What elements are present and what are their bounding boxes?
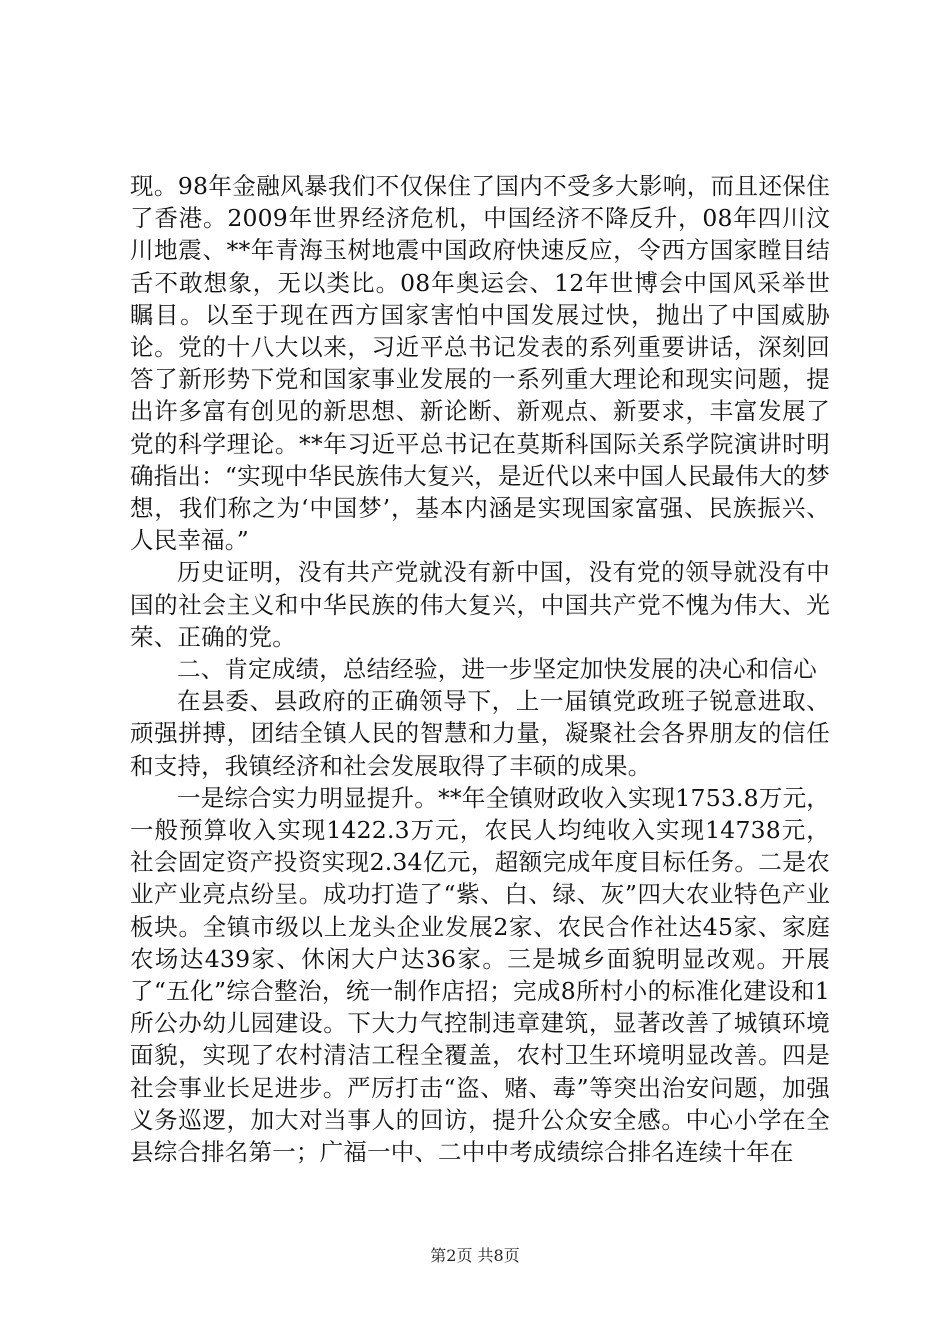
- paragraph-continuation: 现。98年金融风暴我们不仅保住了国内不受多大影响，而且还保住了香港。2009年世界经济危机，中国经济不降反升，08年四川汶川地震、**年青海玉树地震中国政府快速反应，令西方国家瞠目结舌不敢想象，无以类比。08年奥运会、12年世博会中国风采举世瞩目。以至于现在西方国家害怕中国发展过快，抛出了中国威胁论。党的十八大以来，习近平总书记发表的系列重要讲话，深刻回答了新形势下党和国家事业发展的一系列重大理论和现实问题，提出许多富有创见的新思想、新论断、新观点、新要求，丰富发展了党的科学理论。**年习近平总书记在莫斯科国际关系学院演讲时明确指出：“实现中华民族伟大复兴，是近代以来中国人民最伟大的梦想，我们称之为‘中国梦’，基本内涵是实现国家富强、民族振兴、人民幸福。”: [130, 172, 830, 555]
- document-body: [130, 170, 830, 1168]
- page-number-footer: 第2页 共8页: [430, 1246, 520, 1265]
- paragraph-achievements: 一是综合实力明显提升。**年全镇财政收入实现1753.8万元，一般预算收入实现1422.3万元，农民人均纯收入实现14738元，社会固定资产投资实现2.34亿元，超额完成年度目标任务。二是农业产业亮点纷呈。成功打造了“紫、白、绿、灰”四大农业特色产业板块。全镇市级以上龙头企业发展2家、农民合作社达45家、家庭农场达439家、休闲大户达36家。三是城乡面貌明显改观。开展了“五化”综合整治，统一制作店招；完成8所村小的标准化建设和1所公办幼儿园建设。下大力气控制违章建筑，显著改善了城镇环境面貌，实现了农村清洁工程全覆盖，农村卫生环境明显改善。四是社会事业长足进步。严厉打击“盗、赌、毒”等突出治安问题，加强义务巡逻，加大对当事人的回访，提升公众安全感。中心小学在全县综合排名第一；广福一中、二中中考成绩综合排名连续十年在: [130, 783, 830, 1167]
- section-heading-two: 二、肯定成绩，总结经验，进一步坚定加快发展的决心和信心: [177, 655, 817, 684]
- paragraph-leadership: 在县委、县政府的正确领导下，上一届镇党政班子锐意进取、顽强拼搏，团结全镇人民的智慧和力量，凝聚社会各界朋友的信任和支持，我镇经济和社会发展取得了丰硕的成果。: [130, 687, 830, 780]
- paragraph-history-proof: 历史证明，没有共产党就没有新中国，没有党的领导就没有中国的社会主义和中华民族的伟大复兴，中国共产党不愧为伟大、光荣、正确的党。: [130, 558, 830, 651]
